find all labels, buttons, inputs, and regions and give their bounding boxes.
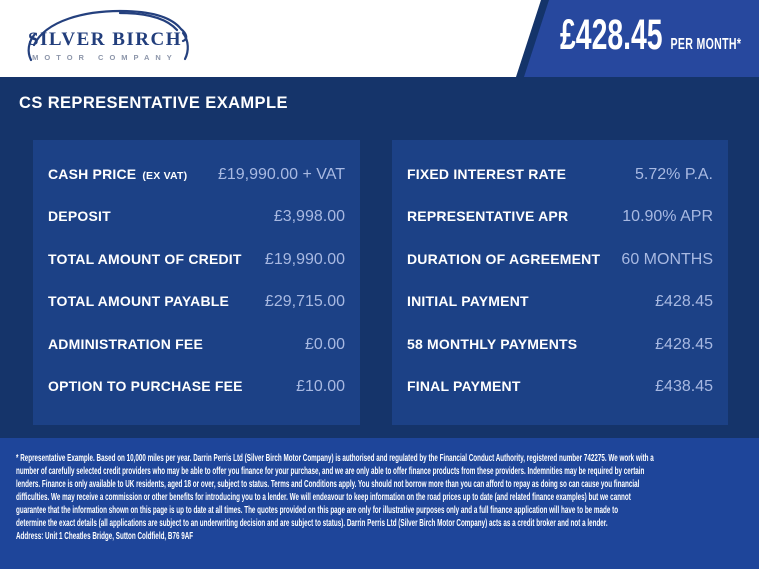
row-value: £428.45 [655,293,713,311]
disclaimer-line: number of carefully selected credit providers who may be able to offer you finance for your purchase, and we are only able to offer finance products from these providers. Indemnities may be required by certain [16,466,645,477]
disclaimer-line: determine the exact details (all applications are subject to an underwriting decision and are subject to status). Darrin Perris Ltd (Silver Birch Motor Company) acts as a credit broker and not a lender. [16,518,608,529]
finance-row [392,378,728,396]
disclaimer-line: * Representative Example. Based on 10,000 miles per year. Darrin Perris Ltd (Silver Birch Motor Company) is authorised and regulated by the Financial Conduct Authority, registered number 742275. We work with a [16,453,654,464]
row-value: £438.45 [655,377,713,395]
row-value: £19,990.00 + VAT [217,166,345,183]
page-title: CS REPRESENTATIVE EXAMPLE [19,94,288,112]
price-period: PER MONTH* [670,36,742,53]
finance-row [392,208,728,226]
finance-row [33,251,360,269]
cash-price-note: (EX VAT) [142,170,188,182]
finance-section [0,77,759,438]
finance-row [392,251,728,269]
row-label: TOTAL AMOUNT OF CREDIT [48,250,242,267]
row-label: FIXED INTEREST RATE [407,166,567,182]
finance-panel-left [33,140,360,425]
row-label: OPTION TO PURCHASE FEE [48,377,243,394]
finance-panel-right [392,140,728,425]
header [0,0,759,77]
finance-row [33,208,360,226]
row-value: £10.00 [296,377,345,395]
row-value: £19,990.00 [264,250,345,268]
finance-row [33,378,360,396]
row-label: INITIAL PAYMENT [407,293,529,310]
row-value: 60 MONTHS [621,250,713,268]
disclaimer-line: guarantee that the information shown on this page is up to date at all times. The quotes provided on this page are only for illustrative purposes only and a full finance application will have to be made to [16,505,619,516]
address-line: Address: Unit 1 Cheatles Bridge, Sutton Coldfield, B76 9AF [16,531,194,542]
dealer-logo [14,4,196,74]
row-label: DEPOSIT [48,208,111,225]
finance-row [392,166,728,184]
row-label: FINAL PAYMENT [407,377,521,394]
row-value: £29,715.00 [264,293,345,311]
row-label: DURATION OF AGREEMENT [407,250,601,267]
row-label: ADMINISTRATION FEE [48,335,204,352]
finance-row [33,336,360,354]
finance-row [392,293,728,311]
row-label: 58 MONTHLY PAYMENTS [407,335,578,352]
row-value: £3,998.00 [273,208,345,226]
row-value: £428.45 [655,335,713,353]
disclaimer [0,438,759,569]
row-label: TOTAL AMOUNT PAYABLE [48,293,230,310]
row-value: 10.90% APR [622,208,713,226]
logo-subtitle: MOTOR COMPANY [32,53,178,62]
logo-name: SILVER BIRCH [27,29,183,50]
price-amount: £428.45 [560,11,663,59]
finance-row [392,336,728,354]
price-banner-text [560,11,742,59]
row-value: £0.00 [304,335,345,353]
finance-row [33,293,360,311]
disclaimer-line: lenders. Finance is only available to UK residents, aged 18 or over, subject to status. Terms and Conditions apply. You should not borrow more than you can afford to repay as doing so can cause you financial [16,479,640,490]
disclaimer-line: difficulties. We may receive a commission or other benefits for introducing you to a lender. We will endeavour to keep information on the road prices up to date (and related finance examples) but we cannot [16,492,631,503]
row-value: 5.72% P.A. [635,166,713,183]
row-label: REPRESENTATIVE APR [407,208,569,225]
finance-row [33,166,360,184]
row-label: CASH PRICE (EX VAT) [48,166,188,182]
